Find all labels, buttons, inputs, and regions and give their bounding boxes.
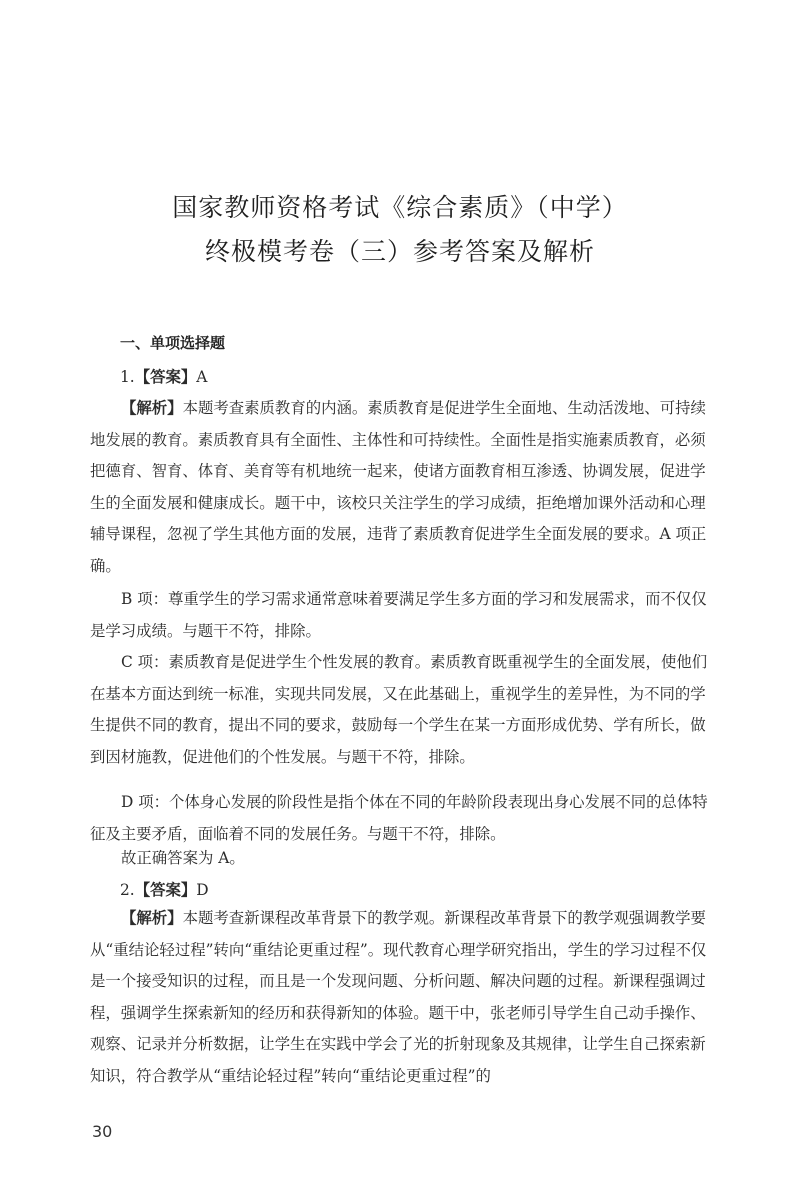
document-title-line-1: 国家教师资格考试《综合素质》（中学）: [172, 193, 628, 222]
q1-number: 1.: [120, 368, 135, 386]
q2-number: 2.: [120, 881, 135, 899]
q1-option-d-text: D 项：个体身心发展的阶段性是指个体在不同的年龄阶段表现出身心发展不同的总体特征及主要矛盾，面临着不同的发展任务。与题干不符，排除。: [90, 793, 708, 843]
q1-option-d: [90, 787, 712, 850]
q2-analysis-label: 【解析】: [121, 909, 183, 927]
q1-analysis: [90, 393, 712, 582]
section-heading: 一、单项选择题: [120, 334, 226, 352]
q1-conclusion: [90, 843, 712, 875]
q1-option-b-text: B 项：尊重学生的学习需求通常意味着要满足学生多方面的学习和发展需求，而不仅仅是学习成绩。与题干不符，排除。: [90, 590, 707, 640]
q2-analysis-text: 本题考查新课程改革背景下的教学观。新课程改革背景下的教学观强调教学要从“重结论轻过程”转向“重结论更重过程”。现代教育心理学研究指出，学生的学习过程不仅是一个接受知识的过程，而且是一个发现问题、分析问题、解决问题的过程。新课程强调过程，强调学生探索新知的经历和获得新知的体验。题干中，张老师引导学生自己动手操作、观察、记录并分析数据，让学生在实践中学会了光的折射现象及其规律，让学生自己探索新知识，符合教学从“重结论轻过程”转向“重结论更重过程”的: [90, 909, 707, 1085]
q1-conclusion-text: 故正确答案为 A。: [121, 849, 245, 867]
q2-answer-line: [120, 878, 209, 900]
q1-option-c: [90, 647, 712, 773]
q1-option-b: [90, 584, 712, 647]
document-title-line-2: 终极模考卷（三）参考答案及解析: [204, 237, 595, 266]
q2-answer: D: [196, 881, 209, 899]
q2-answer-label: 【答案】: [134, 881, 197, 899]
q1-answer-label: 【答案】: [134, 368, 197, 386]
q1-analysis-text: 本题考查素质教育的内涵。素质教育是促进学生全面地、生动活泼地、可持续地发展的教育。素质教育具有全面性、主体性和可持续性。全面性是指实施素质教育，必须把德育、智育、体育、美育等有机地统一起来，使诸方面教育相互渗透、协调发展，促进学生的全面发展和健康成长。题干中，该校只关注学生的学习成绩，拒绝增加课外活动和心理辅导课程，忽视了学生其他方面的发展，违背了素质教育促进学生全面发展的要求。A 项正确。: [90, 399, 707, 575]
q1-analysis-label: 【解析】: [121, 399, 183, 417]
page-number: 30: [92, 1122, 113, 1141]
q1-option-c-text: C 项：素质教育是促进学生个性发展的教育。素质教育既重视学生的全面发展，使他们在基本方面达到统一标准，实现共同发展，又在此基础上，重视学生的差异性，为不同的学生提供不同的教育，提出不同的要求，鼓励每一个学生在某一方面形成优势、学有所长，做到因材施教，促进他们的个性发展。与题干不符，排除。: [90, 653, 708, 766]
q2-analysis: [90, 903, 712, 1092]
q1-answer: A: [196, 368, 208, 386]
q1-answer-line: [120, 365, 207, 387]
